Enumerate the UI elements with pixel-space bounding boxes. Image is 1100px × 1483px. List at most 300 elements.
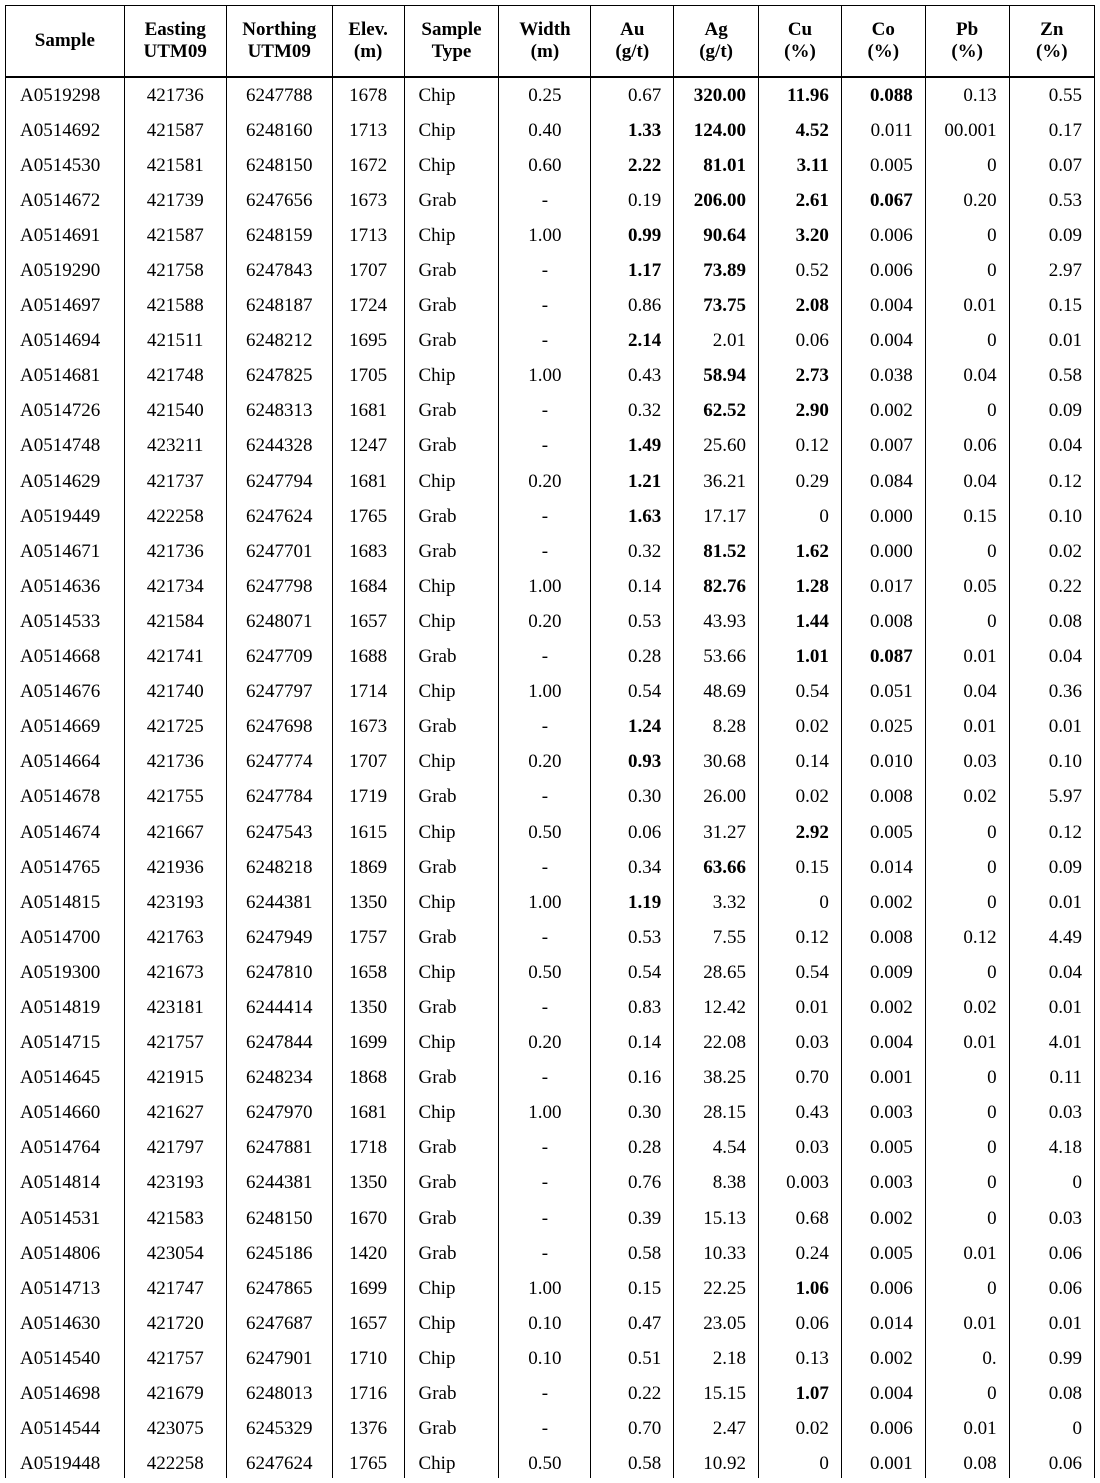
cell-pb: 0	[925, 148, 1009, 183]
table-row	[6, 850, 1094, 885]
cell-co: 0.002	[841, 1341, 925, 1376]
cell-width: -	[499, 990, 591, 1025]
cell-pb: 0	[925, 1201, 1009, 1236]
cell-type: Grab	[404, 990, 499, 1025]
table-row	[6, 1412, 1094, 1447]
table-row	[6, 113, 1094, 148]
cell-cu: 11.96	[759, 77, 842, 113]
cell-co: 0.002	[841, 394, 925, 429]
cell-cu: 0.68	[759, 1201, 842, 1236]
table-row	[6, 394, 1094, 429]
table-row	[6, 324, 1094, 359]
table-row	[6, 499, 1094, 534]
cell-pb: 0.04	[925, 464, 1009, 499]
cell-easting: 421581	[124, 148, 226, 183]
column-header-type	[404, 6, 499, 77]
cell-pb: 0	[925, 1376, 1009, 1411]
table-row	[6, 77, 1094, 113]
cell-cu: 0.24	[759, 1236, 842, 1271]
cell-elev: 1673	[332, 710, 404, 745]
cell-northing: 6247656	[226, 183, 332, 218]
cell-au: 0.32	[591, 394, 674, 429]
cell-co: 0.017	[841, 569, 925, 604]
cell-width: 1.00	[499, 885, 591, 920]
cell-au: 0.53	[591, 920, 674, 955]
table-row	[6, 148, 1094, 183]
cell-zn: 0.04	[1048, 435, 1082, 457]
column-header-line: (g/t)	[615, 41, 650, 62]
cell-easting: 421540	[124, 394, 226, 429]
cell-ag: 23.05	[674, 1306, 759, 1341]
cell-type: Grab	[404, 1412, 499, 1447]
cell-elev: 1681	[332, 1096, 404, 1131]
cell-cu: 0.02	[759, 1412, 842, 1447]
cell-width: -	[499, 1412, 591, 1447]
cell-easting: 421673	[124, 955, 226, 990]
cell-easting: 423193	[124, 885, 226, 920]
column-header-ag	[674, 6, 759, 77]
cell-width: -	[499, 850, 591, 885]
cell-elev: 1684	[332, 569, 404, 604]
cell-pb: 0.01	[925, 640, 1009, 675]
cell-zn: 0.01	[1048, 1312, 1082, 1334]
cell-easting: 421757	[124, 1341, 226, 1376]
column-header-northing	[226, 6, 332, 77]
cell-pb: 0.05	[925, 569, 1009, 604]
cell-pb: 0.02	[925, 990, 1009, 1025]
cell-sample: A0514540	[6, 1341, 124, 1376]
cell-co: 0.025	[841, 710, 925, 745]
table-row	[6, 569, 1094, 604]
cell-pb: 0.02	[925, 780, 1009, 815]
cell-au: 0.32	[591, 534, 674, 569]
cell-sample: A0514765	[6, 850, 124, 885]
cell-ag: 22.25	[674, 1271, 759, 1306]
cell-ag: 10.33	[674, 1236, 759, 1271]
cell-easting: 421755	[124, 780, 226, 815]
cell-width: 0.25	[499, 77, 591, 113]
cell-northing: 6248212	[226, 324, 332, 359]
cell-type: Grab	[404, 429, 499, 464]
cell-easting: 421748	[124, 359, 226, 394]
cell-zn: 0.15	[1048, 295, 1082, 317]
cell-pb: 0	[925, 324, 1009, 359]
cell-au: 1.19	[591, 885, 674, 920]
cell-co: 0.004	[841, 1026, 925, 1061]
cell-easting: 421583	[124, 1201, 226, 1236]
cell-easting: 421584	[124, 604, 226, 639]
table-row	[6, 745, 1094, 780]
cell-au: 0.30	[591, 1096, 674, 1131]
column-header-line: Easting	[144, 19, 206, 40]
cell-zn: 0	[1072, 1418, 1082, 1440]
cell-northing: 6247701	[226, 534, 332, 569]
cell-cu: 1.28	[759, 569, 842, 604]
table-row	[6, 1341, 1094, 1376]
cell-ag: 8.38	[674, 1166, 759, 1201]
cell-width: 0.60	[499, 148, 591, 183]
cell-type: Chip	[404, 464, 499, 499]
cell-sample: A0514694	[6, 324, 124, 359]
cell-co: 0.003	[841, 1166, 925, 1201]
cell-width: -	[499, 499, 591, 534]
cell-zn: 0.09	[1048, 856, 1082, 878]
cell-easting: 421763	[124, 920, 226, 955]
column-header-line: Northing	[242, 19, 317, 40]
cell-easting: 421739	[124, 183, 226, 218]
cell-zn: 0.03	[1048, 1207, 1082, 1229]
table-row	[6, 183, 1094, 218]
cell-au: 0.14	[591, 1026, 674, 1061]
cell-co: 0.087	[841, 640, 925, 675]
cell-northing: 6248150	[226, 148, 332, 183]
column-header-line: Pb	[956, 19, 979, 40]
cell-pb: 0.04	[925, 359, 1009, 394]
cell-pb: 0.01	[925, 1306, 1009, 1341]
cell-type: Grab	[404, 324, 499, 359]
cell-northing: 6247825	[226, 359, 332, 394]
cell-co: 0.005	[841, 815, 925, 850]
cell-sample: A0514815	[6, 885, 124, 920]
cell-au: 0.53	[591, 604, 674, 639]
cell-easting: 421915	[124, 1061, 226, 1096]
cell-co: 0.006	[841, 1271, 925, 1306]
cell-northing: 6248159	[226, 218, 332, 253]
cell-width: -	[499, 429, 591, 464]
cell-cu: 3.20	[759, 218, 842, 253]
cell-au: 0.39	[591, 1201, 674, 1236]
cell-ag: 3.32	[674, 885, 759, 920]
cell-zn: 0.01	[1048, 716, 1082, 738]
cell-easting: 421757	[124, 1026, 226, 1061]
cell-northing: 6247881	[226, 1131, 332, 1166]
cell-pb: 0	[925, 534, 1009, 569]
cell-au: 0.93	[591, 745, 674, 780]
cell-elev: 1713	[332, 218, 404, 253]
cell-northing: 6247543	[226, 815, 332, 850]
cell-zn: 0.12	[1048, 821, 1082, 843]
cell-width: -	[499, 640, 591, 675]
cell-zn: 0.58	[1048, 365, 1082, 387]
column-header-line: Zn	[1040, 19, 1064, 40]
cell-co: 0.067	[841, 183, 925, 218]
cell-pb: 0.01	[925, 1412, 1009, 1447]
column-header-co	[841, 6, 925, 77]
cell-type: Chip	[404, 77, 499, 113]
table-row	[6, 780, 1094, 815]
cell-cu: 0.13	[759, 1341, 842, 1376]
column-header-width	[499, 6, 591, 77]
cell-cu: 2.08	[759, 289, 842, 324]
cell-type: Grab	[404, 1061, 499, 1096]
cell-type: Chip	[404, 218, 499, 253]
cell-type: Grab	[404, 499, 499, 534]
column-header-au	[591, 6, 674, 77]
cell-sample: A0514676	[6, 675, 124, 710]
cell-northing: 6247949	[226, 920, 332, 955]
cell-ag: 12.42	[674, 990, 759, 1025]
cell-type: Grab	[404, 1201, 499, 1236]
table-row	[6, 429, 1094, 464]
table-row	[6, 1271, 1094, 1306]
cell-pb: 0	[925, 1166, 1009, 1201]
cell-ag: 22.08	[674, 1026, 759, 1061]
cell-sample: A0514660	[6, 1096, 124, 1131]
cell-au: 0.34	[591, 850, 674, 885]
cell-co: 0.005	[841, 1236, 925, 1271]
cell-co: 0.084	[841, 464, 925, 499]
cell-type: Chip	[404, 604, 499, 639]
cell-co: 0.088	[841, 77, 925, 113]
cell-width: 1.00	[499, 1096, 591, 1131]
cell-width: 0.50	[499, 955, 591, 990]
cell-au: 0.15	[591, 1271, 674, 1306]
cell-width: 1.00	[499, 675, 591, 710]
table-row	[6, 218, 1094, 253]
cell-easting: 421627	[124, 1096, 226, 1131]
cell-zn: 0.09	[1048, 400, 1082, 422]
column-header-line: UTM09	[247, 41, 311, 62]
cell-type: Grab	[404, 1376, 499, 1411]
cell-width: -	[499, 253, 591, 288]
cell-northing: 6248234	[226, 1061, 332, 1096]
column-header-line: Ag	[704, 19, 728, 40]
cell-au: 0.30	[591, 780, 674, 815]
cell-easting: 421511	[124, 324, 226, 359]
cell-ag: 38.25	[674, 1061, 759, 1096]
cell-pb: 0	[925, 604, 1009, 639]
cell-ag: 4.54	[674, 1131, 759, 1166]
cell-cu: 0.15	[759, 850, 842, 885]
cell-elev: 1713	[332, 113, 404, 148]
cell-sample: A0514764	[6, 1131, 124, 1166]
column-header-line: (%)	[867, 41, 900, 62]
cell-sample: A0514669	[6, 710, 124, 745]
cell-northing: 6244328	[226, 429, 332, 464]
cell-northing: 6247794	[226, 464, 332, 499]
cell-elev: 1688	[332, 640, 404, 675]
cell-elev: 1672	[332, 148, 404, 183]
cell-easting: 421936	[124, 850, 226, 885]
cell-ag: 2.18	[674, 1341, 759, 1376]
cell-elev: 1350	[332, 885, 404, 920]
cell-width: 0.40	[499, 113, 591, 148]
cell-pb: 0.01	[925, 1026, 1009, 1061]
cell-co: 0.003	[841, 1096, 925, 1131]
cell-type: Chip	[404, 745, 499, 780]
column-header-line: (%)	[784, 41, 816, 62]
cell-co: 0.009	[841, 955, 925, 990]
cell-ag: 206.00	[674, 183, 759, 218]
cell-au: 0.83	[591, 990, 674, 1025]
cell-zn: 0.10	[1048, 751, 1082, 773]
cell-northing: 6247687	[226, 1306, 332, 1341]
cell-au: 2.22	[591, 148, 674, 183]
cell-type: Chip	[404, 1096, 499, 1131]
cell-elev: 1695	[332, 324, 404, 359]
cell-type: Grab	[404, 534, 499, 569]
cell-elev: 1678	[332, 77, 404, 113]
cell-co: 0.005	[841, 148, 925, 183]
cell-width: 1.00	[499, 359, 591, 394]
cell-cu: 0.12	[759, 429, 842, 464]
cell-elev: 1714	[332, 675, 404, 710]
cell-zn: 0.06	[1048, 1277, 1082, 1299]
cell-pb: 0.01	[925, 710, 1009, 745]
cell-cu: 0.03	[759, 1026, 842, 1061]
cell-northing: 6244381	[226, 1166, 332, 1201]
cell-ag: 10.92	[674, 1447, 759, 1478]
column-header-line: Elev.	[348, 19, 388, 40]
cell-zn: 0.04	[1048, 646, 1082, 668]
cell-type: Chip	[404, 815, 499, 850]
cell-cu: 0.43	[759, 1096, 842, 1131]
cell-easting: 421720	[124, 1306, 226, 1341]
cell-ag: 36.21	[674, 464, 759, 499]
cell-zn: 0.02	[1048, 540, 1082, 562]
cell-pb: 0.08	[925, 1447, 1009, 1478]
cell-easting: 421758	[124, 253, 226, 288]
cell-type: Chip	[404, 885, 499, 920]
cell-ag: 2.01	[674, 324, 759, 359]
cell-zn: 0.01	[1048, 891, 1082, 913]
cell-zn: 0.22	[1048, 575, 1082, 597]
cell-cu: 0.03	[759, 1131, 842, 1166]
column-header-sample	[6, 6, 124, 77]
cell-northing: 6247970	[226, 1096, 332, 1131]
column-header-easting	[124, 6, 226, 77]
cell-easting: 421734	[124, 569, 226, 604]
cell-elev: 1350	[332, 1166, 404, 1201]
cell-pb: 0	[925, 218, 1009, 253]
column-header-line: Width	[519, 19, 571, 40]
table-row	[6, 640, 1094, 675]
cell-elev: 1681	[332, 464, 404, 499]
cell-pb: 0.15	[925, 499, 1009, 534]
cell-type: Grab	[404, 920, 499, 955]
cell-zn: 0.03	[1048, 1102, 1082, 1124]
cell-northing: 6247624	[226, 499, 332, 534]
cell-northing: 6248071	[226, 604, 332, 639]
cell-zn: 2.97	[1048, 260, 1082, 282]
table-row	[6, 920, 1094, 955]
cell-ag: 25.60	[674, 429, 759, 464]
cell-type: Grab	[404, 253, 499, 288]
cell-ag: 8.28	[674, 710, 759, 745]
cell-cu: 0.14	[759, 745, 842, 780]
cell-easting: 421747	[124, 1271, 226, 1306]
cell-easting: 421587	[124, 113, 226, 148]
cell-cu: 1.01	[759, 640, 842, 675]
cell-cu: 0.01	[759, 990, 842, 1025]
cell-sample: A0514671	[6, 534, 124, 569]
cell-sample: A0514726	[6, 394, 124, 429]
cell-au: 1.63	[591, 499, 674, 534]
column-header-line: (g/t)	[699, 41, 733, 62]
cell-northing: 6247810	[226, 955, 332, 990]
cell-width: -	[499, 1061, 591, 1096]
cell-ag: 62.52	[674, 394, 759, 429]
cell-cu: 0.02	[759, 710, 842, 745]
cell-ag: 53.66	[674, 640, 759, 675]
cell-co: 0.008	[841, 604, 925, 639]
cell-co: 0.014	[841, 850, 925, 885]
cell-cu: 2.90	[759, 394, 842, 429]
cell-elev: 1681	[332, 394, 404, 429]
cell-au: 0.58	[591, 1447, 674, 1478]
table-row	[6, 253, 1094, 288]
cell-zn: 0.09	[1048, 224, 1082, 246]
cell-width: -	[499, 324, 591, 359]
cell-cu: 0.12	[759, 920, 842, 955]
cell-type: Chip	[404, 569, 499, 604]
cell-pb: 0	[925, 1061, 1009, 1096]
cell-elev: 1724	[332, 289, 404, 324]
cell-co: 0.008	[841, 780, 925, 815]
cell-cu: 0.003	[759, 1166, 842, 1201]
cell-width: -	[499, 1376, 591, 1411]
cell-northing: 6247624	[226, 1447, 332, 1478]
cell-co: 0.004	[841, 289, 925, 324]
cell-co: 0.006	[841, 253, 925, 288]
cell-sample: A0514713	[6, 1271, 124, 1306]
cell-pb: 00.001	[925, 113, 1009, 148]
cell-co: 0.014	[841, 1306, 925, 1341]
cell-type: Chip	[404, 1271, 499, 1306]
cell-sample: A0514544	[6, 1412, 124, 1447]
assay-results-table	[6, 6, 1094, 1478]
column-header-line: (%)	[1035, 41, 1068, 62]
cell-co: 0.010	[841, 745, 925, 780]
cell-width: -	[499, 1166, 591, 1201]
cell-northing: 6244414	[226, 990, 332, 1025]
cell-width: 0.20	[499, 745, 591, 780]
cell-ag: 73.89	[674, 253, 759, 288]
cell-width: 0.50	[499, 1447, 591, 1478]
cell-zn: 0.06	[1048, 1453, 1082, 1475]
cell-width: 0.10	[499, 1341, 591, 1376]
cell-width: 0.20	[499, 1026, 591, 1061]
cell-sample: A0514700	[6, 920, 124, 955]
cell-au: 0.14	[591, 569, 674, 604]
cell-type: Grab	[404, 710, 499, 745]
table-row	[6, 534, 1094, 569]
cell-ag: 73.75	[674, 289, 759, 324]
cell-type: Chip	[404, 148, 499, 183]
cell-sample: A0514664	[6, 745, 124, 780]
cell-pb: 0	[925, 815, 1009, 850]
cell-elev: 1719	[332, 780, 404, 815]
cell-elev: 1707	[332, 745, 404, 780]
cell-type: Grab	[404, 780, 499, 815]
cell-width: 0.20	[499, 604, 591, 639]
cell-width: 1.00	[499, 1271, 591, 1306]
cell-co: 0.001	[841, 1447, 925, 1478]
cell-zn: 0.04	[1048, 961, 1082, 983]
cell-type: Chip	[404, 1306, 499, 1341]
cell-sample: A0514668	[6, 640, 124, 675]
cell-cu: 0.54	[759, 955, 842, 990]
cell-ag: 63.66	[674, 850, 759, 885]
cell-elev: 1699	[332, 1271, 404, 1306]
cell-co: 0.005	[841, 1131, 925, 1166]
cell-ag: 320.00	[674, 77, 759, 113]
cell-pb: 0.04	[925, 675, 1009, 710]
cell-co: 0.000	[841, 534, 925, 569]
cell-pb: 0	[925, 394, 1009, 429]
cell-sample: A0514691	[6, 218, 124, 253]
cell-ag: 2.47	[674, 1412, 759, 1447]
